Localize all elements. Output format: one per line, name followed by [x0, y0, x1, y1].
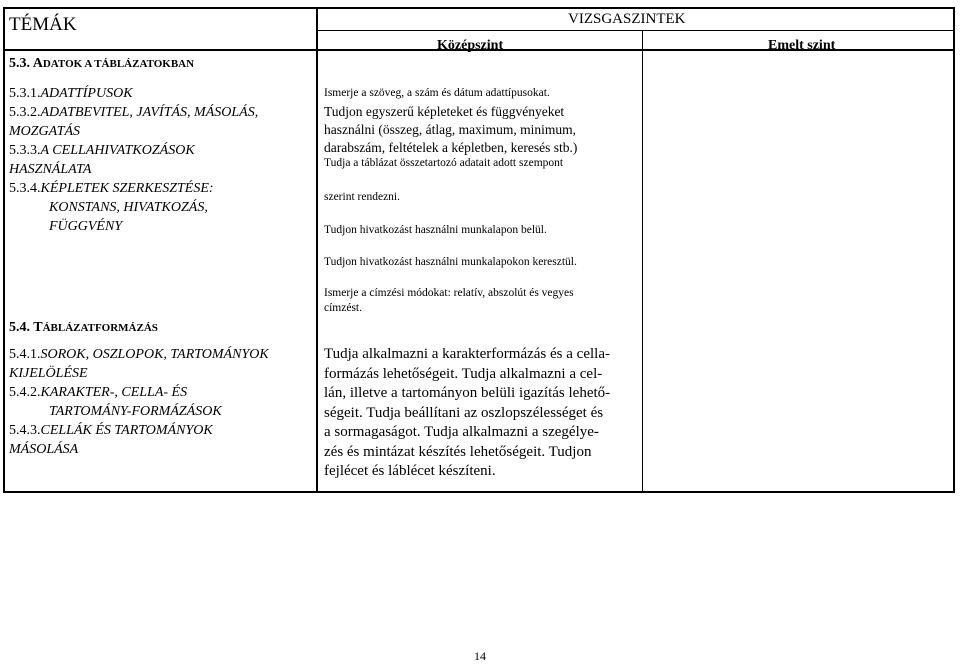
- topic-item-5-3-4: 5.3.4.KÉPLETEK SZERKESZTÉSE:: [9, 181, 214, 196]
- kozepszint-hivatkozas-kereszt: Tudjon hivatkozást használni munkalapokon keresztül.: [324, 256, 577, 268]
- kozepszint-heading: Középszint: [437, 38, 504, 53]
- kozepszint-kepletek: Tudjon egyszerű képleteket és függvényeket használni (összeg, átlag, maximum, minimum, darabszám, feltételek a képletben, keresés stb.): [324, 104, 578, 155]
- column-divider: [642, 31, 643, 493]
- section-title-5-3: 5.3. ADATOK A TÁBLÁZATOKBAN: [9, 56, 195, 71]
- vizsgaszintek-heading: VIZSGASZINTEK: [568, 11, 686, 27]
- column-divider: [316, 7, 318, 493]
- topic-item-5-4-1: 5.4.1.SOROK, OSZLOPOK, TARTOMÁNYOK KIJELÖLÉSE: [9, 347, 269, 381]
- section-title-5-4: 5.4. TÁBLÁZATFORMÁZÁS: [9, 320, 158, 335]
- emelt-szint-heading: Emelt szint: [768, 38, 836, 53]
- topic-item-5-3-3: 5.3.3.A CELLAHIVATKOZÁSOK HASZNÁLATA: [9, 143, 195, 177]
- kozepszint-rendezes-2: szerint rendezni.: [324, 191, 400, 203]
- page-number: 14: [474, 649, 486, 663]
- header-divider: [316, 30, 955, 31]
- kozepszint-formazas: Tudja alkalmazni a karakterformázás és a cella- formázás lehetőségeit. Tudja alkalmazni a cel- lán, illetve a tartományon belüli igazítás lehető- ségeit. Tudja beállítani az oszlopszélességet és a sormagaságot. Tudja alkalmazni a szegélye- zés és mintázat készítés lehetőségeit. Tudjon fejlécet és láblécet készíteni.: [324, 346, 611, 479]
- topic-item-5-3-2: 5.3.2.ADATBEVITEL, JAVÍTÁS, MÁSOLÁS, MOZGATÁS: [9, 105, 259, 139]
- topic-item-5-3-4-cont: KONSTANS, HIVATKOZÁS, FÜGGVÉNY: [49, 200, 208, 234]
- topic-item-5-4-2: 5.4.2.KARAKTER-, CELLA- ÉS: [9, 385, 188, 400]
- topic-item-5-4-2-cont: TARTOMÁNY-FORMÁZÁSOK: [49, 404, 222, 419]
- kozepszint-cimzesi-modok: Ismerje a címzési módokat: relatív, abszolút és vegyes címzést.: [324, 287, 574, 314]
- kozepszint-rendezes-1: Tudja a táblázat összetartozó adatait adott szempont: [324, 157, 564, 169]
- topic-item-5-4-3: 5.4.3.CELLÁK ÉS TARTOMÁNYOK MÁSOLÁSA: [9, 423, 213, 457]
- temak-heading: TÉMÁK: [9, 14, 77, 35]
- kozepszint-adattipusok: Ismerje a szöveg, a szám és dátum adattípusokat.: [324, 87, 550, 99]
- kozepszint-hivatkozas-belul: Tudjon hivatkozást használni munkalapon belül.: [324, 224, 547, 236]
- topic-item-5-3-1: 5.3.1.ADATTÍPUSOK: [9, 86, 133, 101]
